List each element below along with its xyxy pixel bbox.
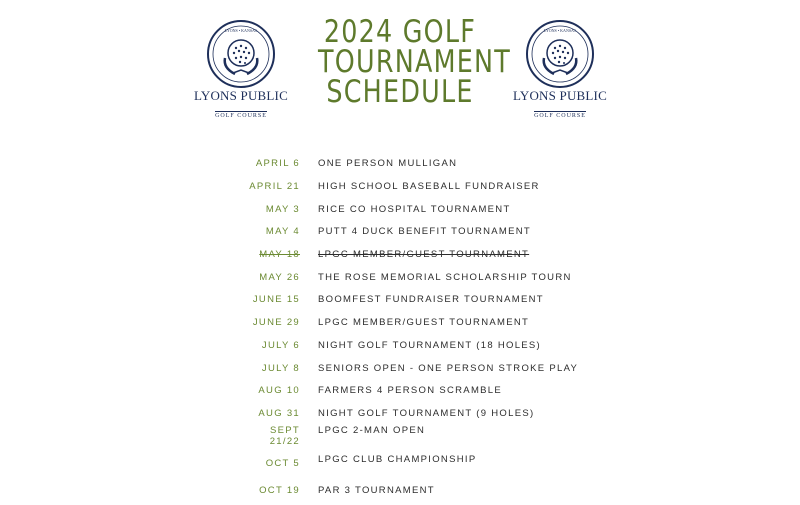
event-date: MAY 4 [265, 226, 300, 237]
event-date: JUNE 29 [252, 317, 300, 328]
event-date: JULY 6 [261, 340, 300, 351]
event-name: HIGH SCHOOL BASEBALL FUNDRAISER [318, 181, 540, 192]
svg-text:LYONS • KANSAS: LYONS • KANSAS [543, 28, 577, 33]
schedule-row [0, 454, 800, 478]
schedule-row [0, 485, 800, 505]
event-name: SENIORS OPEN - ONE PERSON STROKE PLAY [318, 363, 579, 374]
event-name: NIGHT GOLF TOURNAMENT (9 HOLES) [318, 408, 535, 419]
schedule-row-cancelled [0, 249, 800, 269]
schedule-row [0, 181, 800, 201]
logo-subtitle: GOLF COURSE [215, 113, 267, 119]
event-name: FARMERS 4 PERSON SCRAMBLE [318, 385, 503, 396]
event-name: LPGC CLUB CHAMPIONSHIP [318, 454, 477, 465]
event-name: LPGC MEMBER/GUEST TOURNAMENT [318, 249, 530, 260]
schedule-row [0, 425, 800, 445]
event-date: OCT 19 [259, 485, 300, 496]
golf-ball-laurel-icon [524, 18, 596, 90]
event-date: AUG 31 [258, 408, 300, 419]
schedule-row [0, 294, 800, 314]
event-date: APRIL 6 [255, 158, 300, 169]
lyons-public-logo-right [505, 18, 615, 118]
schedule-row [0, 340, 800, 360]
event-date: OCT 5 [265, 458, 300, 469]
event-name: THE ROSE MEMORIAL SCHOLARSHIP TOURN [318, 272, 572, 283]
event-date: MAY 18 [259, 249, 300, 260]
logo-name: LYONS PUBLIC [513, 88, 607, 103]
logo-subtitle: GOLF COURSE [534, 113, 586, 119]
event-name: PUTT 4 DUCK BENEFIT TOURNAMENT [318, 226, 532, 237]
logo-name: LYONS PUBLIC [194, 88, 288, 103]
event-name: ONE PERSON MULLIGAN [318, 158, 458, 169]
page-title [318, 14, 512, 110]
schedule-row [0, 385, 800, 405]
event-name: BOOMFEST FUNDRAISER TOURNAMENT [318, 294, 544, 305]
event-date: APRIL 21 [249, 181, 300, 192]
event-date: JULY 8 [261, 363, 300, 374]
event-name: LPGC MEMBER/GUEST TOURNAMENT [318, 317, 530, 328]
event-name: RICE CO HOSPITAL TOURNAMENT [318, 204, 511, 215]
event-date: SEPT 21/22 [269, 425, 300, 447]
event-date: MAY 26 [259, 272, 300, 283]
schedule-row [0, 363, 800, 383]
golf-ball-laurel-icon [205, 18, 277, 90]
event-date: JUNE 15 [252, 294, 300, 305]
event-date: MAY 3 [265, 204, 300, 215]
event-name: LPGC 2-MAN OPEN [318, 425, 426, 436]
event-name: NIGHT GOLF TOURNAMENT (18 HOLES) [318, 340, 542, 351]
schedule-row [0, 158, 800, 178]
event-date: AUG 10 [258, 385, 300, 396]
event-name: PAR 3 TOURNAMENT [318, 485, 435, 496]
lyons-public-logo-left [186, 18, 296, 118]
schedule-row [0, 204, 800, 224]
title-line-1: 2024 GOLF [323, 14, 477, 50]
schedule-row [0, 317, 800, 337]
svg-text:LYONS • KANSAS: LYONS • KANSAS [224, 28, 258, 33]
title-line-3: SCHEDULE [326, 74, 474, 110]
title-line-2: TOURNAMENT [318, 44, 512, 80]
schedule-row [0, 226, 800, 246]
schedule-row [0, 272, 800, 292]
